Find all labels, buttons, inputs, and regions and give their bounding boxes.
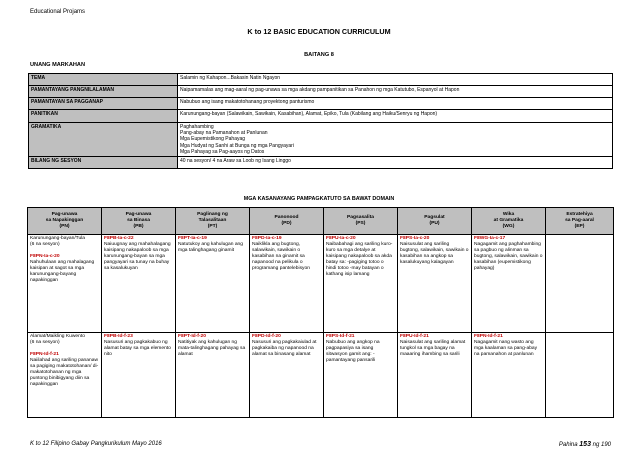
info-value: Nabubuo ang isang makatotohanang proyektong panturismo bbox=[178, 98, 613, 110]
competency-text: Natitiyak ang kahulugan ng mata-talinghagang pahayag sa alamat bbox=[178, 340, 246, 357]
info-row-bilang-ng-sesyon bbox=[29, 157, 613, 169]
grammar-topic: Paghahambing bbox=[180, 124, 214, 130]
competency-text: Nagagamit ang paghahambing sa pagbuo ng alinman sa bugtong, salawikain, sawikain o kasabihan (eupemistikong pahayag) bbox=[474, 242, 543, 271]
info-value: 40 na sesyon/ 4 na Araw sa Loob ng Isang Linggo bbox=[178, 157, 613, 169]
table-cell bbox=[472, 235, 546, 333]
table-cell bbox=[324, 333, 398, 418]
table-cell bbox=[102, 235, 176, 333]
competency-code: F8PB-Ia-c-22 bbox=[104, 236, 134, 241]
footer-document-name: K to 12 Filipino Gabay Pangkurikulum Mayo 2016 bbox=[30, 441, 162, 447]
grade-level: BAITANG 8 bbox=[304, 52, 334, 58]
competency-text: Nahuhulaan ang mahalagang kaisipan at sagot sa mga karunungang-bayang napakinggan bbox=[30, 260, 95, 283]
info-row-tema bbox=[29, 74, 613, 86]
info-row-panitikan bbox=[29, 110, 613, 123]
competency-code: F8PD-Ia-c-19 bbox=[252, 236, 282, 241]
lesson-topic: Karunungang-bayan/Tula bbox=[30, 236, 86, 241]
competency-code: F8PT-Ia-c-19 bbox=[178, 236, 207, 241]
table-cell bbox=[398, 235, 472, 333]
grammar-topic: Mga Eupemistikong Pahayag bbox=[180, 136, 246, 143]
competency-text: Naisasulat ang sariling alamat tungkol sa mga bagay na maaaring ihambing sa sarili bbox=[400, 340, 466, 357]
quarter-label: UNANG MARKAHAN bbox=[30, 62, 86, 68]
competency-code: F8PU-Id-f-21 bbox=[400, 334, 429, 339]
table-cell bbox=[250, 235, 324, 333]
table-cell bbox=[176, 235, 250, 333]
competency-text: Naiilahad ang sariling pananaw sa pagiging makatotohanan/ di-makatotohanan ng mga puntong binibigyang diin sa napakinggan bbox=[30, 358, 99, 387]
info-key: GRAMATIKA bbox=[29, 123, 178, 157]
lesson-topic: Alamat/Maikling Kuwento bbox=[30, 334, 85, 339]
info-row-gramatika bbox=[29, 123, 613, 157]
table-cell bbox=[28, 333, 102, 418]
curriculum-info-table bbox=[28, 73, 613, 169]
competency-code: F8PN-Id-f-21 bbox=[30, 352, 59, 357]
section-title: MGA KASANAYANG PAMPAGKATUTO SA BAWAT DOMAIN bbox=[243, 196, 395, 202]
info-key: TEMA bbox=[29, 74, 178, 86]
table-cell bbox=[546, 333, 614, 418]
page-current: 153 bbox=[579, 441, 591, 448]
column-header-pn: Pag-unawa sa Napakinggan (PN) bbox=[28, 208, 102, 235]
column-header-ep: Estratehiya sa Pag-aaral (EP) bbox=[546, 208, 614, 235]
info-key: PAMANTAYAN SA PAGGANAP bbox=[29, 98, 178, 110]
page-number bbox=[559, 441, 611, 448]
table-row bbox=[28, 235, 614, 333]
table-row bbox=[28, 333, 614, 418]
info-row-pamantayan-sa-pagganap bbox=[29, 98, 613, 110]
header-label: Educational Projams bbox=[30, 9, 86, 15]
competency-code: F8PS-Id-f-21 bbox=[326, 334, 355, 339]
table-cell bbox=[102, 333, 176, 418]
column-header-pb: Pag-unawa sa Binasa (PB) bbox=[102, 208, 176, 235]
competencies-table bbox=[27, 207, 614, 418]
column-header-pd: Panonood (PD) bbox=[250, 208, 324, 235]
document-title: K to 12 BASIC EDUCATION CURRICULUM bbox=[247, 27, 391, 36]
table-cell bbox=[176, 333, 250, 418]
competency-text: Nasusuri ang pagkakaiulad at pagkakaiba ng napanood na alamat sa binasang alamat bbox=[252, 340, 317, 357]
column-header-pu: Pagsulat (PU) bbox=[398, 208, 472, 235]
competency-text: Nasusuri ang pagkakabuo ng alamat batay sa mga elemento nito bbox=[104, 340, 171, 357]
info-key: BILANG NG SESYON bbox=[29, 157, 178, 169]
column-header-pt: Paglinang ng Talasalitaan (PT) bbox=[176, 208, 250, 235]
table-cell bbox=[398, 333, 472, 418]
info-value: Salamin ng Kahapon...Bakasin Natin Ngayon bbox=[178, 74, 613, 86]
column-header-ps: Pagsasalita (PS) bbox=[324, 208, 398, 235]
table-cell bbox=[28, 235, 102, 333]
competency-text: Natutukoy ang kahulugan ang mga talinghagang ginamit bbox=[178, 242, 243, 253]
competency-text: Nagagamit nang wasto ang mga kaalaman sa pang-abay na pamanahon at panlunan bbox=[474, 340, 538, 357]
grammar-topic: Mga Hudyat ng Sanhi at Bunga ng mga Pangyayari bbox=[180, 142, 294, 149]
competency-text: Naibabahagi ang sariling kuro-kuro sa mga detalye at kaisipang nakapaloob sa akda batay sa: -pagiging totoo o hindi totoo -may batayan o kathang isip lamang bbox=[326, 242, 393, 277]
session-count: (6 na sesyon) bbox=[30, 242, 60, 247]
info-key: PAMANTAYANG PANGNILALAMAN bbox=[29, 86, 178, 98]
page-prefix: Pahina bbox=[558, 442, 578, 448]
column-header-wg: Wika at Gramatika (WG) bbox=[472, 208, 546, 235]
info-row-pamantayang-pangnilalaman bbox=[29, 86, 613, 98]
competency-code: F8WG-Ia-c-17 bbox=[474, 236, 506, 241]
column-header-row bbox=[28, 208, 614, 235]
info-value-list bbox=[178, 123, 613, 157]
competency-code: F8PN-Ia-c-20 bbox=[30, 254, 60, 259]
table-cell bbox=[324, 235, 398, 333]
grammar-topic: Mga Pahayag sa Pag-aayos ng Datos bbox=[180, 148, 265, 155]
competency-code: F8PD-Id-f-20 bbox=[252, 334, 281, 339]
competency-code: F8PB-Id-f-23 bbox=[104, 334, 133, 339]
table-cell bbox=[546, 235, 614, 333]
competency-text: Nabubuo ang angkop na pagpapasiya sa isang sitwasyon gamit ang: -pamantayang pansarili bbox=[326, 340, 380, 363]
competency-code: F8PS-Ia-c-20 bbox=[400, 236, 430, 241]
competency-text: Naiuugnay ang mahahalagang kaisipang nakapaloob sa mga karunungang-bayan sa mga pangyayari sa tunay na buhay sa kasalukuyan bbox=[104, 242, 171, 271]
info-value: Karunungang-bayan (Salawikain, Sawikain, Kasabihan), Alamat, Epiko, Tula (Kabilang ang Haiku/Senryu ng Hapon) bbox=[178, 110, 613, 123]
page-total: ng 190 bbox=[592, 442, 611, 448]
grammar-topic: Pang-abay na Pamanahon at Panlunan bbox=[180, 130, 268, 137]
competency-code: F8PU-Ia-c-20 bbox=[326, 236, 356, 241]
competency-text: Naiklikla ang bugtong, salawikain, sawikain o kasabihan na ginamit sa napanood na pelikula o programang pantelebisyon bbox=[252, 242, 310, 271]
info-key: PANITIKAN bbox=[29, 110, 178, 123]
competency-code: F8PN-Id-f-21 bbox=[474, 334, 503, 339]
table-cell bbox=[250, 333, 324, 418]
competency-code: F8PT-Id-f-20 bbox=[178, 334, 206, 339]
session-count: (6 na sesyon) bbox=[30, 340, 60, 345]
competency-text: Naisusulat ang sariling bugtong, salawikain, sawikain o kasabihan na angkop sa kasalukuyang kalagayan bbox=[400, 242, 469, 265]
table-cell bbox=[472, 333, 546, 418]
info-value: Naipamamalas ang mag-aaral ng pag-unawa sa mga akdang pampanitikan sa Panahon ng mga Katutubo, Espanyol at Hapon bbox=[178, 86, 613, 98]
